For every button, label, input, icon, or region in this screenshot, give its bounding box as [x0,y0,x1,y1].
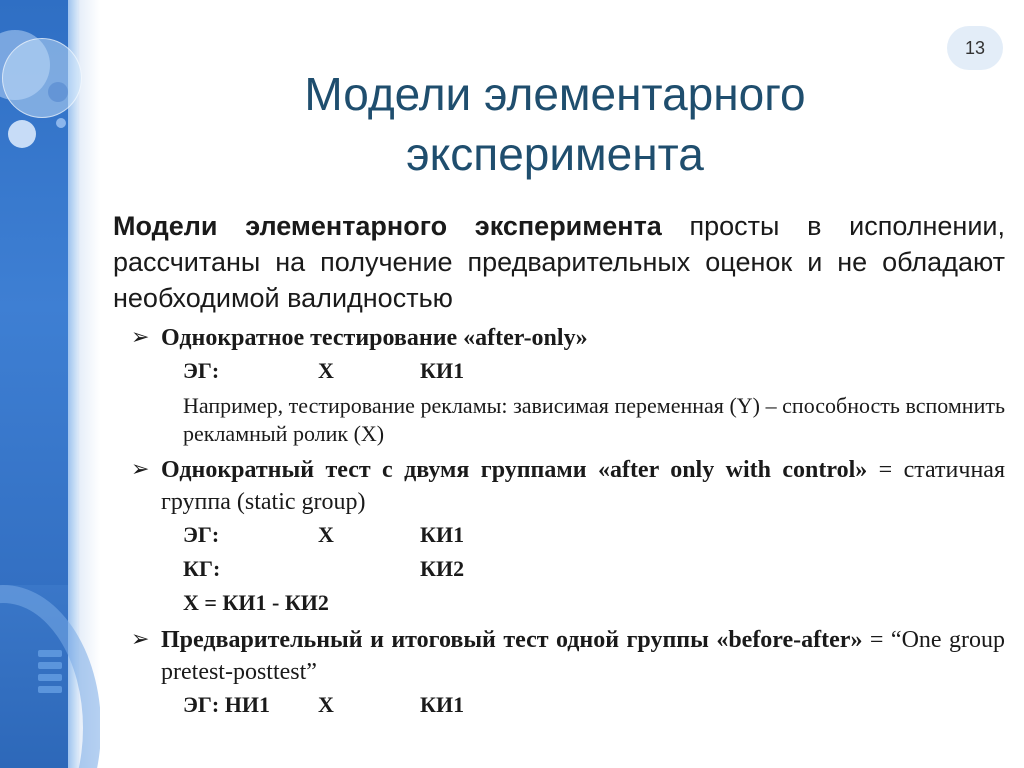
title-line-2: эксперимента [406,128,704,180]
bullet-before-after [113,624,1005,688]
scheme-measure: КИ2 [420,556,465,581]
bullet-title: Предварительный и итоговый тест одной группы «before-after» [161,627,863,653]
menu-bars-icon [38,650,62,698]
bubble-icon [2,38,82,118]
scheme-row [113,354,1005,388]
arrow-bullet-icon: ➢ [131,325,150,350]
scheme-group: КГ: [183,556,221,581]
example-note: Например, тестирование рекламы: зависимая переменная (Y) – способность вспомнить рекламный ролик (Х) [183,393,1005,446]
left-decorative-band [0,0,100,768]
bullet-title: Однократный тест с двумя группами «after only with control» [161,457,868,483]
bullet-after-only-with-control [113,454,1005,518]
scheme-group: ЭГ: [183,358,220,383]
intro-bold: Модели элементарного эксперимента [113,211,662,241]
intro-paragraph [113,208,1005,316]
bubble-icon [48,82,68,102]
scheme-measure: КИ1 [420,358,465,383]
effect-formula: Х = КИ1 - КИ2 [183,590,329,615]
scheme-row [113,688,1005,722]
page-number: 13 [964,37,986,58]
scheme-treatment: Х [318,692,334,717]
slide-content [113,208,1005,722]
scheme-measure: КИ1 [420,522,465,547]
arrow-bullet-icon: ➢ [131,457,150,482]
scheme-treatment: Х [318,522,334,547]
bullet-rest: = “One group pretest-posttest” [161,627,1005,685]
scheme-group: ЭГ: НИ1 [183,692,270,717]
scheme-treatment: Х [318,358,334,383]
bullet-rest: = статичная группа (static group) [161,457,1005,515]
scheme-measure: КИ1 [420,692,465,717]
scheme-row [113,518,1005,552]
bubble-icon [56,118,66,128]
bullet-after-only [113,322,1005,354]
arrow-bullet-icon: ➢ [131,627,150,652]
page-number-badge [947,26,1003,70]
title-line-1: Модели элементарного [304,68,806,120]
scheme-group: ЭГ: [183,522,220,547]
scheme-row [113,552,1005,586]
intro-text: просты в исполнении, рассчитаны на получение предварительных оценок и не обладают необходимой валидностью [113,211,1005,313]
slide-title [190,64,920,184]
bubble-icon [8,120,36,148]
bullet-title: Однократное тестирование «after-only» [161,325,588,351]
